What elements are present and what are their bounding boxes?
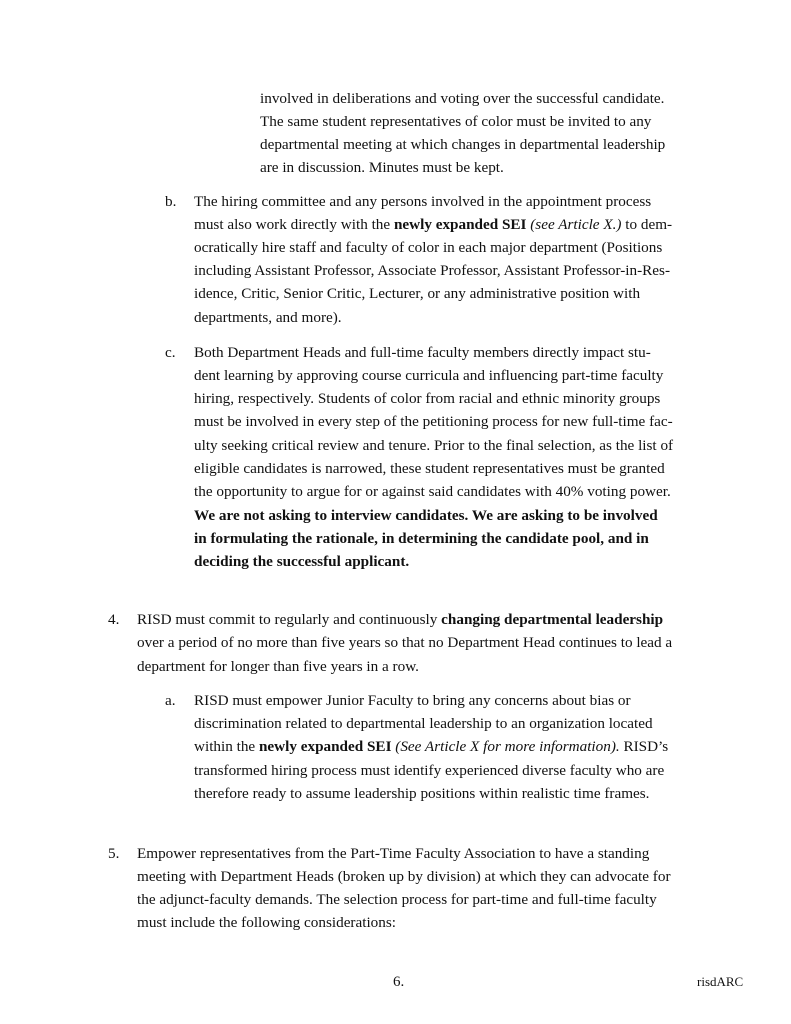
text-line: The hiring committee and any persons involved in the appointment process: [194, 193, 652, 210]
text-line: [137, 610, 663, 630]
text-line: department for longer than five years in a row.: [137, 658, 419, 675]
list-marker: 5.: [108, 845, 120, 862]
list-marker: a.: [165, 692, 176, 709]
text-line: Empower representatives from the Part-Time Faculty Association to have a standing: [137, 845, 650, 862]
text-line: the opportunity to argue for or against said candidates with 40% voting power.: [194, 483, 671, 500]
emphasis-bold: newly expanded SEI: [393, 216, 527, 233]
text-line: ocratically hire staff and faculty of color in each major department (Positions: [194, 239, 663, 256]
text-line: are in discussion. Minutes must be kept.: [260, 159, 504, 176]
list-marker: b.: [165, 193, 177, 210]
text-line: the adjunct-faculty demands. The selection process for part-time and full-time faculty: [137, 891, 657, 908]
text-line: eligible candidates is narrowed, these student representatives must be granted: [194, 460, 665, 477]
text-run: must also work directly with the: [194, 216, 394, 233]
emphasis-italic: (See Article X for more information).: [391, 738, 620, 755]
text-line: departments, and more).: [194, 309, 342, 326]
page-number: 6.: [393, 974, 405, 990]
text-line: meeting with Department Heads (broken up by division) at which they can advocate for: [137, 868, 671, 885]
text-line: transformed hiring process must identify experienced diverse faculty who are: [194, 762, 665, 779]
text-line: must be involved in every step of the petitioning process for new full-time fac-: [194, 413, 673, 430]
list-marker: c.: [165, 344, 176, 361]
text-line: including Assistant Professor, Associate Professor, Assistant Professor-in-Res-: [194, 262, 671, 279]
text-run: RISD must commit to regularly and continuously: [137, 611, 442, 628]
text-run: RISD’s: [619, 738, 669, 755]
text-line: must include the following considerations:: [137, 914, 396, 931]
text-run: within the: [194, 738, 259, 755]
emphasis-bold: newly expanded SEI: [258, 738, 392, 755]
bold-statement-line: We are not asking to interview candidates. We are asking to be involved: [194, 507, 658, 524]
text-line: involved in deliberations and voting over the successful candidate.: [260, 90, 665, 107]
text-line: idence, Critic, Senior Critic, Lecturer, or any administrative position with: [194, 285, 641, 302]
emphasis-bold: changing departmental leadership: [441, 611, 664, 628]
text-line: ulty seeking critical review and tenure. Prior to the final selection, as the list of: [194, 437, 674, 454]
text-line: Both Department Heads and full-time faculty members directly impact stu-: [194, 344, 651, 361]
organization-name: risdARC: [697, 974, 744, 989]
bold-statement-line: in formulating the rationale, in determining the candidate pool, and in: [194, 530, 649, 547]
text-line: discrimination related to departmental leadership to an organization located: [194, 715, 653, 732]
text-line: RISD must empower Junior Faculty to bring any concerns about bias or: [194, 692, 631, 709]
text-line: The same student representatives of color must be invited to any: [260, 113, 652, 130]
text-line: hiring, respectively. Students of color from racial and ethnic minority groups: [194, 390, 661, 407]
text-line: [194, 215, 672, 235]
list-marker: 4.: [108, 611, 120, 628]
text-line: [194, 737, 668, 757]
text-line: over a period of no more than five years so that no Department Head continues to lead a: [137, 634, 673, 651]
bold-statement-line: deciding the successful applicant.: [194, 553, 410, 570]
text-line: departmental meeting at which changes in departmental leadership: [260, 136, 666, 153]
text-line: therefore ready to assume leadership positions within realistic time frames.: [194, 785, 650, 802]
text-line: dent learning by approving course curricula and influencing part-time faculty: [194, 367, 664, 384]
text-run: to dem-: [621, 216, 673, 233]
emphasis-italic: (see Article X.): [526, 216, 622, 233]
